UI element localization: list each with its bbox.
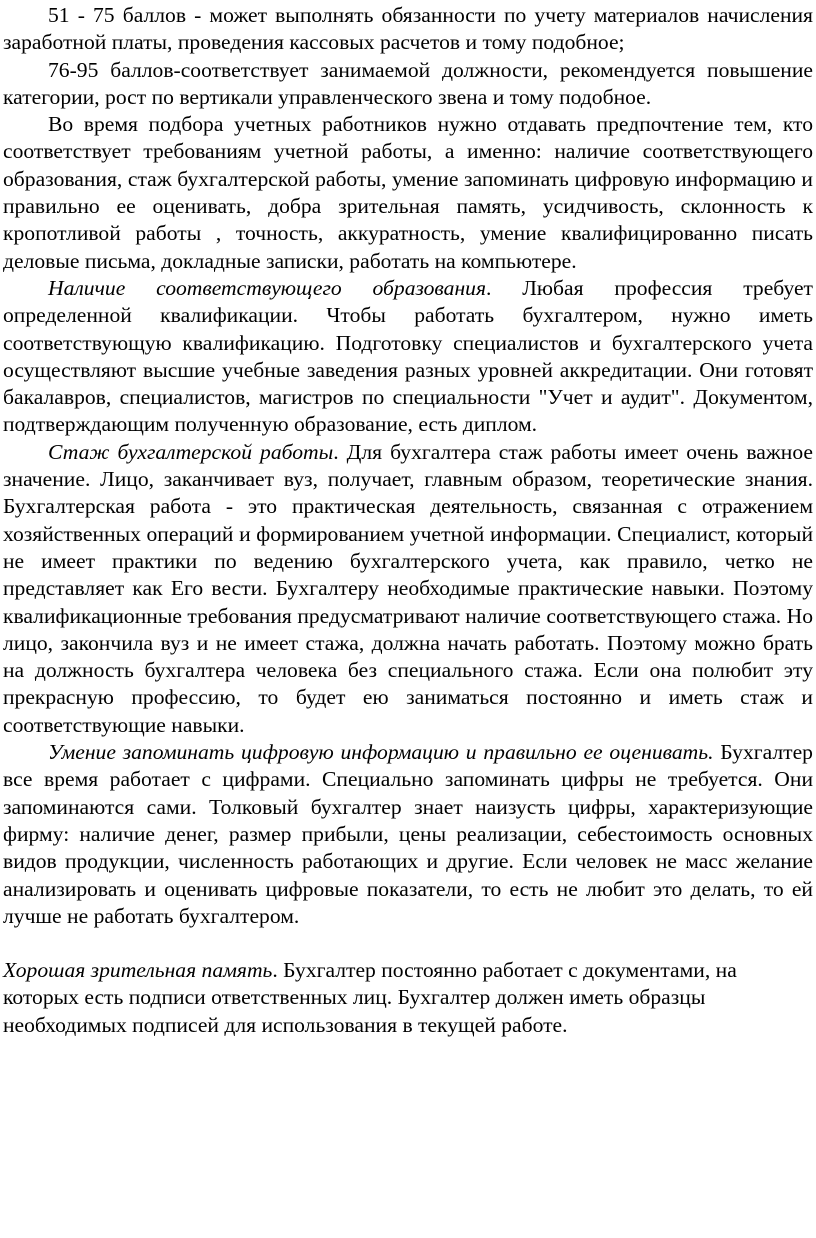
paragraph-text: Во время подбора учетных работников нужно отдавать предпочтение тем, кто соответствует требованиям учетной работы, а именно: наличие соответствующего образования, стаж бухгалтерской работы, умение запоминать цифровую информацию и правильно ее оценивать, добра зрительная память, усидчивость, склонность к кропотливой работы , точность, аккуратность, умение квалифицированно писать деловые письма, докладные записки, работать на компьютере. [3,112,813,273]
paragraph-text: 51 - 75 баллов - может выполнять обязанности по учету материалов начисления заработной платы, проведения кассовых расчетов и тому подобное; [3,3,813,55]
paragraph-text: 76-95 баллов-соответствует занимаемой должности, рекомендуется повышение категории, рост по вертикали управленческого звена и тому подобное. [3,57,813,109]
paragraph-visual-memory [3,957,813,1039]
paragraph-spacer [3,930,813,957]
paragraph-lead-italic: Хорошая зрительная память [3,958,273,983]
paragraph-number-memory [3,739,813,930]
paragraph-lead-italic: Стаж бухгалтерской работы [48,439,334,464]
paragraph-experience [3,439,813,739]
paragraph-score-76-95 [3,57,813,112]
paragraph-text: . Для бухгалтера стаж работы имеет очень важное значение. Лицо, заканчивает вуз, получает, главным образом, теоретические знания. Бухгалтерская работа - это практическая деятельность, связанная с отражением хозяйственных операций и формированием учетной информации. Специалист, который не имеет практики по ведению бухгалтерского учета, как правило, четко не представляет как Его вести. Бухгалтеру необходимые практические навыки. Поэтому квалификационные требования предусматривают наличие соответствующего стажа. Но лицо, закончила вуз и не имеет стажа, должна начать работать. Поэтому можно брать на должность бухгалтера человека без специального стажа. Если она полюбит эту прекрасную профессию, то будет ею заниматься постоянно и иметь стаж и соответствующие навыки. [3,439,813,737]
paragraph-selection-criteria [3,111,813,275]
paragraph-lead-italic: Наличие соответствующего образования [48,275,487,300]
paragraph-lead-italic: Умение запоминать цифровую информацию и правильно ее оценивать. [48,740,714,765]
paragraph-education [3,275,813,439]
document-page [3,2,813,1039]
paragraph-text: . Бухгалтер постоянно работает с документами, на которых есть подписи ответственных лиц. Бухгалтер должен иметь образцы необходимых подписей для использования в текущей работе. [3,958,737,1037]
paragraph-text: . Любая профессия требует определенной квалификации. Чтобы работать бухгалтером, нужно иметь соответствующую квалификацию. Подготовку специалистов и бухгалтерского учета осуществляют высшие учебные заведения разных уровней аккредитации. Они готовят бакалавров, специалистов, магистров по специальности "Учет и аудит". Документом, подтверждающим полученную образование, есть диплом. [3,275,813,437]
paragraph-text: Бухгалтер все время работает с цифрами. Специально запоминать цифры не требуется. Они запоминаются сами. Толковый бухгалтер знает наизусть цифры, характеризующие фирму: наличие денег, размер прибыли, цены реализации, себестоимость основных видов продукции, численность работающих и другие. Если человек не масс желание анализировать и оценивать цифровые показатели, то есть не любит это делать, то ей лучше не работать бухгалтером. [3,740,813,928]
paragraph-score-51-75 [3,2,813,57]
